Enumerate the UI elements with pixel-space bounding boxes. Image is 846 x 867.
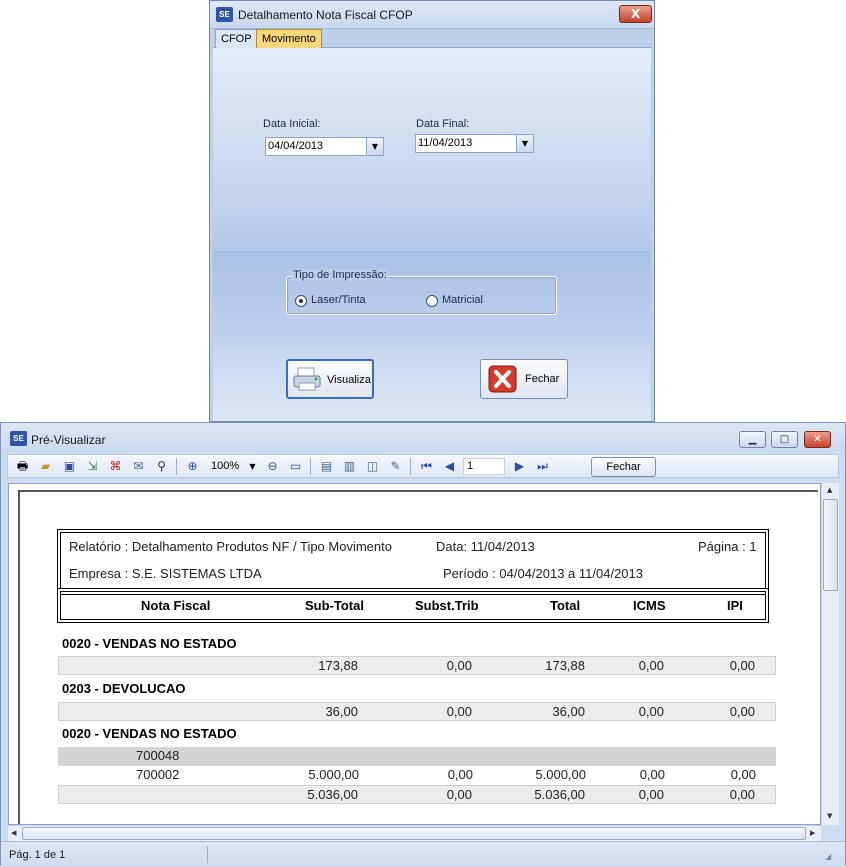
data-final-value: 11/04/2013 xyxy=(418,137,473,149)
minimize-button[interactable]: ▁ xyxy=(739,431,766,448)
subst-trib-cell: 0,00 xyxy=(446,787,472,802)
close-icon xyxy=(488,365,518,393)
zoom-out-icon[interactable]: ⊖ xyxy=(267,459,278,473)
page-status: Pág. 1 de 1 xyxy=(9,849,66,861)
printer-icon xyxy=(292,366,322,392)
dialog-title: Detalhamento Nota Fiscal CFOP xyxy=(238,8,413,22)
next-page-icon[interactable]: ▶ xyxy=(514,459,525,473)
col-subst-trib: Subst.Trib xyxy=(415,598,479,613)
full-page-icon[interactable]: ▭ xyxy=(289,459,302,473)
horizontal-scroll-thumb[interactable] xyxy=(22,827,806,840)
report-page-number: Página : 1 xyxy=(698,539,757,554)
fechar-label: Fechar xyxy=(525,373,560,385)
report-viewer[interactable] xyxy=(8,483,821,825)
toolbar-separator xyxy=(176,458,177,475)
scroll-right-icon[interactable]: ▶ xyxy=(810,829,816,837)
vertical-scrollbar[interactable] xyxy=(821,483,839,825)
last-page-icon[interactable]: ⏭ xyxy=(537,459,548,473)
report-title: Relatório : Detalhamento Produtos NF / Tipo Movimento xyxy=(69,539,392,554)
nota-fiscal-cell: 700048 xyxy=(136,748,180,763)
zoom-level[interactable]: 100% xyxy=(211,460,240,472)
book-view-icon[interactable]: ◫ xyxy=(366,459,379,473)
status-divider xyxy=(207,846,208,863)
zoom-in-icon[interactable]: ⊕ xyxy=(187,459,198,473)
chevron-down-icon[interactable]: ▼ xyxy=(366,138,383,155)
nota-fiscal-cell: 700002 xyxy=(136,767,180,782)
total-cell: 5.036,00 xyxy=(534,787,585,802)
col-ipi: IPI xyxy=(727,598,743,613)
group-title: 0203 - DEVOLUCAO xyxy=(62,681,186,696)
ipi-cell: 0,00 xyxy=(729,787,755,802)
tab-cfop[interactable]: CFOP xyxy=(215,29,258,48)
report-header-box xyxy=(60,532,766,592)
icms-cell: 0,00 xyxy=(639,767,665,782)
subtotal-cell: 36,00 xyxy=(325,704,358,719)
app-logo-icon: SE xyxy=(10,431,27,446)
edit-page-icon[interactable]: ✎ xyxy=(390,459,401,473)
maximize-button[interactable]: □ xyxy=(771,431,798,448)
preview-titlebar xyxy=(1,423,845,453)
note-row xyxy=(58,747,776,766)
report-date: Data: 11/04/2013 xyxy=(436,539,535,554)
scroll-left-icon[interactable]: ◀ xyxy=(11,829,17,837)
tipo-impressao-legend: Tipo de Impressão: xyxy=(293,269,387,281)
print-icon[interactable]: 🖶 xyxy=(16,459,29,473)
toolbar-separator xyxy=(410,458,411,475)
vertical-scroll-thumb[interactable] xyxy=(823,499,838,591)
subst-trib-cell: 0,00 xyxy=(446,704,472,719)
data-final-picker[interactable] xyxy=(415,134,534,153)
col-sub-total: Sub-Total xyxy=(305,598,364,613)
preview-fechar-button[interactable]: Fechar xyxy=(591,457,656,477)
ipi-cell: 0,00 xyxy=(730,767,756,782)
chevron-down-icon[interactable]: ▼ xyxy=(516,135,533,152)
dialog-button-panel xyxy=(213,346,651,421)
save-icon[interactable]: ▣ xyxy=(63,459,76,473)
preview-window xyxy=(0,422,846,866)
icms-cell: 0,00 xyxy=(638,704,664,719)
open-folder-icon[interactable]: ▰ xyxy=(40,459,51,473)
report-page xyxy=(18,490,818,825)
status-bar xyxy=(1,841,845,867)
date-panel xyxy=(213,48,651,251)
note-row xyxy=(58,766,776,785)
dialog-close-button[interactable]: X xyxy=(619,5,652,23)
send-icon[interactable]: ✉ xyxy=(133,459,144,473)
report-column-headers xyxy=(60,591,766,620)
subst-trib-cell: 0,00 xyxy=(446,658,472,673)
subst-trib-cell: 0,00 xyxy=(447,767,473,782)
col-icms: ICMS xyxy=(633,598,666,613)
find-icon[interactable]: ⚲ xyxy=(157,459,166,473)
single-page-icon[interactable]: ▤ xyxy=(320,459,333,473)
page-number-input[interactable]: 1 xyxy=(463,458,505,475)
group-total-row xyxy=(58,702,776,721)
icms-cell: 0,00 xyxy=(638,658,664,673)
ipi-cell: 0,00 xyxy=(729,704,755,719)
report-period: Período : 04/04/2013 a 11/04/2013 xyxy=(443,566,643,581)
cfop-dialog-window xyxy=(209,0,655,422)
subtotal-cell: 5.036,00 xyxy=(307,787,358,802)
total-cell: 5.000,00 xyxy=(535,767,586,782)
fechar-button[interactable] xyxy=(480,359,568,399)
visualiza-button[interactable] xyxy=(286,359,374,399)
icms-cell: 0,00 xyxy=(638,787,664,802)
group-title: 0020 - VENDAS NO ESTADO xyxy=(62,726,237,741)
export-icon[interactable]: ⇲ xyxy=(87,459,98,473)
laser-tinta-radio[interactable] xyxy=(295,295,307,307)
total-cell: 36,00 xyxy=(552,704,585,719)
data-inicial-value: 04/04/2013 xyxy=(268,140,324,152)
print-type-panel xyxy=(213,251,651,346)
matricial-label[interactable]: Matricial xyxy=(442,294,483,306)
previous-page-icon[interactable]: ◀ xyxy=(444,459,455,473)
first-page-icon[interactable]: ⏮ xyxy=(421,459,432,473)
data-final-label: Data Final: xyxy=(416,118,470,130)
pdf-icon[interactable]: ⌘ xyxy=(109,459,122,473)
report-company: Empresa : S.E. SISTEMAS LTDA xyxy=(69,566,262,581)
group-total-row xyxy=(58,656,776,675)
col-total: Total xyxy=(550,598,581,613)
subtotal-cell: 5.000,00 xyxy=(308,767,359,782)
scroll-down-icon[interactable]: ▼ xyxy=(827,812,833,820)
group-total-row xyxy=(58,785,776,804)
preview-close-button[interactable]: ✕ xyxy=(804,431,831,448)
preview-title: Pré-Visualizar xyxy=(31,433,106,447)
ipi-cell: 0,00 xyxy=(729,658,755,673)
subtotal-cell: 173,88 xyxy=(318,658,358,673)
group-title: 0020 - VENDAS NO ESTADO xyxy=(62,636,237,651)
scroll-up-icon[interactable]: ▲ xyxy=(827,486,833,494)
total-cell: 173,88 xyxy=(545,658,585,673)
data-inicial-label: Data Inicial: xyxy=(263,118,321,130)
toolbar-separator xyxy=(310,458,311,475)
app-logo-icon: SE xyxy=(216,7,233,22)
resize-grip-icon[interactable]: ◢ xyxy=(825,852,832,861)
chevron-down-icon[interactable]: ▼ xyxy=(249,462,256,471)
dialog-tabstrip xyxy=(213,29,651,48)
data-inicial-picker[interactable] xyxy=(265,137,384,156)
col-nota-fiscal: Nota Fiscal xyxy=(141,598,211,613)
matricial-radio[interactable] xyxy=(426,295,438,307)
horizontal-scrollbar[interactable] xyxy=(8,825,821,841)
preview-toolbar xyxy=(7,454,839,478)
tab-movimento[interactable]: Movimento xyxy=(256,29,322,48)
visualiza-label: Visualiza xyxy=(327,374,371,386)
dialog-titlebar xyxy=(210,1,654,29)
laser-tinta-label[interactable]: Laser/Tinta xyxy=(311,294,366,306)
tipo-impressao-group xyxy=(286,269,557,315)
multi-page-icon[interactable]: ▥ xyxy=(343,459,356,473)
